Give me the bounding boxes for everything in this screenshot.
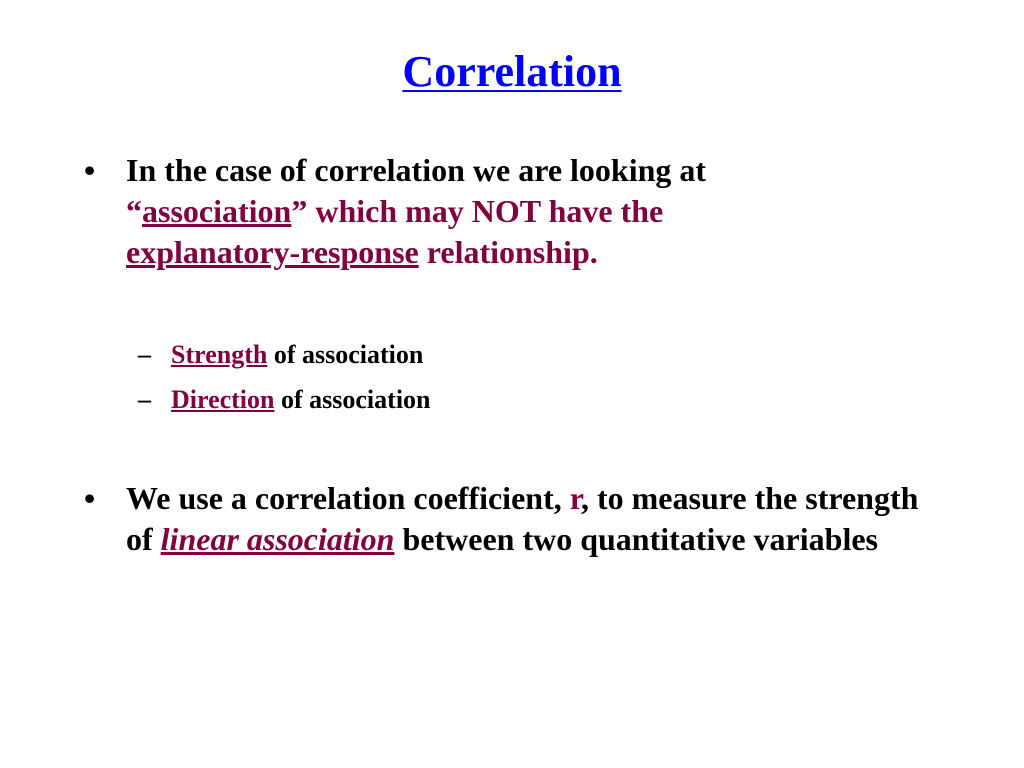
bullet2-part2: , to measure the strength of bbox=[126, 480, 919, 557]
bullet1-rest: ” which may NOT have the bbox=[291, 193, 664, 229]
sub-bullet-rest: of association bbox=[267, 340, 424, 369]
linear-association-link[interactable]: linear association bbox=[160, 521, 395, 557]
sub-bullet-strength bbox=[138, 332, 738, 377]
direction-link[interactable]: Direction bbox=[171, 385, 275, 414]
bullet2-part3: between two quantitative variables bbox=[394, 521, 878, 557]
bullet1-open-quote: “ bbox=[126, 193, 142, 229]
bullet-item-1 bbox=[84, 150, 924, 273]
sub-bullet-rest: of association bbox=[274, 385, 431, 414]
bullet-item-2 bbox=[84, 478, 924, 560]
strength-link[interactable]: Strength bbox=[171, 340, 268, 369]
bullet-text-2 bbox=[126, 478, 924, 560]
dash-icon: – bbox=[138, 340, 151, 369]
bullet-icon: • bbox=[84, 152, 96, 188]
bullet1-end: relationship. bbox=[418, 234, 598, 270]
bullet-text-1 bbox=[126, 150, 924, 273]
bullet-icon: • bbox=[84, 480, 96, 516]
sub-bullet-list bbox=[138, 332, 738, 422]
sub-bullet-direction bbox=[138, 377, 738, 422]
r-symbol: r bbox=[569, 480, 581, 516]
association-link[interactable]: association bbox=[142, 193, 292, 229]
bullet2-part1: We use a correlation coefficient, bbox=[126, 480, 570, 516]
dash-icon: – bbox=[138, 385, 151, 414]
explanatory-response-link[interactable]: explanatory-response bbox=[126, 234, 419, 270]
slide-title[interactable]: Correlation bbox=[402, 47, 622, 96]
bullet1-line1: In the case of correlation we are looking at bbox=[126, 152, 707, 188]
